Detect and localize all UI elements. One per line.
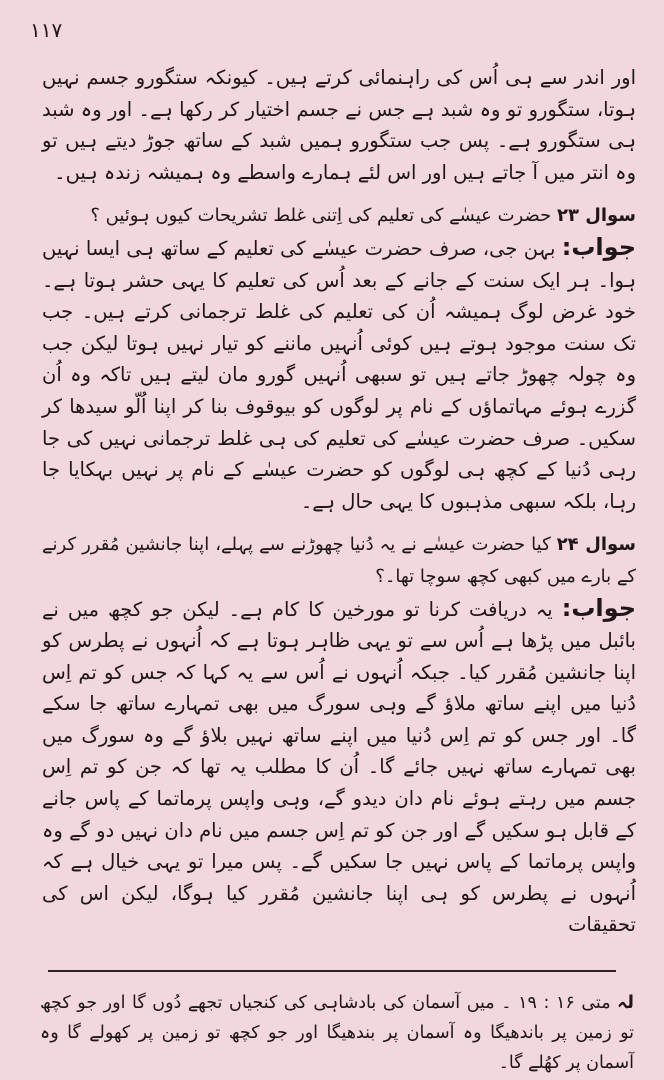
footnote-divider [48,970,616,972]
question-24 [42,529,636,592]
body-text [42,62,636,941]
answer-23 [42,232,636,517]
answer-text: بہن جی، صرف حضرت عیسٰے کی تعلیم کے ساتھ ہی ایسا نہیں ہوا۔ ہر ایک سنت کے جانے کے بعد اُس کی تعلیم کا یہی حشر ہوتا ہے۔ خود غرض لوگ ہمیشہ اُن کی تعلیم کی غلط ترجمانی کرتے ہیں۔ جب تک سنت موجود ہوتے ہیں کوئی اُنہیں ماننے کو تیار نہیں ہوتا لیکن جب وہ چولہ چھوڑ جاتے ہیں تو سبھی اُنہیں گورو مان لیتے ہیں تاکہ وہ اُن گزرے ہوئے مہاتماؤں کے نام پر لوگوں کو بیوقوف بنا کر اپنا اُلّو سیدھا کر سکیں۔ صرف حضرت عیسٰے کی تعلیم کی ہی غلط ترجمانی نہیں کی جا رہی دُنیا کے کچھ ہی لوگوں کو حضرت عیسٰے کے نام پر نہیں بہکایا جا رہا، بلکہ سبھی مذہبوں کا یہی حال ہے۔ [42,236,636,513]
question-23 [42,200,636,232]
question-text: حضرت عیسٰے کی تعلیم کی اِتنی غلط تشریحات کیوں ہوئیں ؟ [90,205,552,227]
question-label: سوال ۲۳ [556,205,636,227]
answer-24 [42,593,636,942]
question-label: سوال ۲۴ [556,534,636,556]
footnote-marker: لہ [617,993,634,1013]
answer-text: یہ دریافت کرنا تو مورخین کا کام ہے۔ لیکن جو کچھ میں نے بائبل میں پڑھا ہے اُس سے تو یہی ظاہر ہوتا ہے کہ اُنہوں نے پطرس کو اپنا جانشین مُقرر کیا۔ جبکہ اُنہوں نے اُس سے یہ کہا کہ جس کو تم اِس دُنیا میں اپنے ساتھ ملاؤ گے وہی سورگ میں بھی تمہارے ساتھ جا سکے گا۔ اور جس کو تم اِس دُنیا میں اپنے ساتھ نہیں بلاؤ گے وہ سورگ میں بھی تمہارے ساتھ نہیں جائے گا۔ اُن کا مطلب یہ تھا کہ جن کو تم اِس جسم میں رہتے ہوئے نام دان دیدو گے، وہی واپس پرماتما کے پاس جانے کے قابل ہو سکیں گے اور جن کو تم اِس جسم میں نام دان نہیں دو گے وہ واپس پرماتما کے پاس نہیں جا سکیں گے۔ پس میرا تو یہی خیال ہے کہ اُنہوں نے پطرس کو ہی اپنا جانشین مُقرر کیا ہوگا، لیکن اس کی تحقیقات [42,597,636,937]
footnote-text: متی ۱۶ : ۱۹ ۔ میں آسمان کی بادشاہی کی کنجیاں تجھے دُوں گا اور جو کچھ تو زمین پر باندھیگا وہ آسمان پر بندھیگا اور جو کچھ تو زمین پر کھولے گا وہ آسمان پر کھُلے گا۔ [40,993,634,1073]
answer-label: جواب: [561,593,637,622]
question-text: کیا حضرت عیسٰے نے یہ دُنیا چھوڑنے سے پہلے، اپنا جانشین مُقرر کرنے کے بارے میں کبھی کچھ سوچا تھا۔؟ [42,534,636,587]
page-number: ۱۱۷ [30,18,63,42]
paragraph-continuation: اور اندر سے ہی اُس کی راہنمائی کرتے ہیں۔ کیونکہ ستگورو جسم نہیں ہوتا، ستگورو تو وہ شبد ہے جس نے جسم اختیار کر رکھا ہے۔ اور وہ شبد ہی ستگورو ہے۔ پس جب ستگورو ہمیں شبد کے ساتھ جوڑ دیتے ہیں تو وہ انتر میں آ جاتے ہیں اور اس لئے ہمارے واسطے وہ ہمیشہ زندہ ہیں۔ [42,66,636,184]
answer-label: جواب: [561,232,637,261]
footnote [40,988,634,1078]
